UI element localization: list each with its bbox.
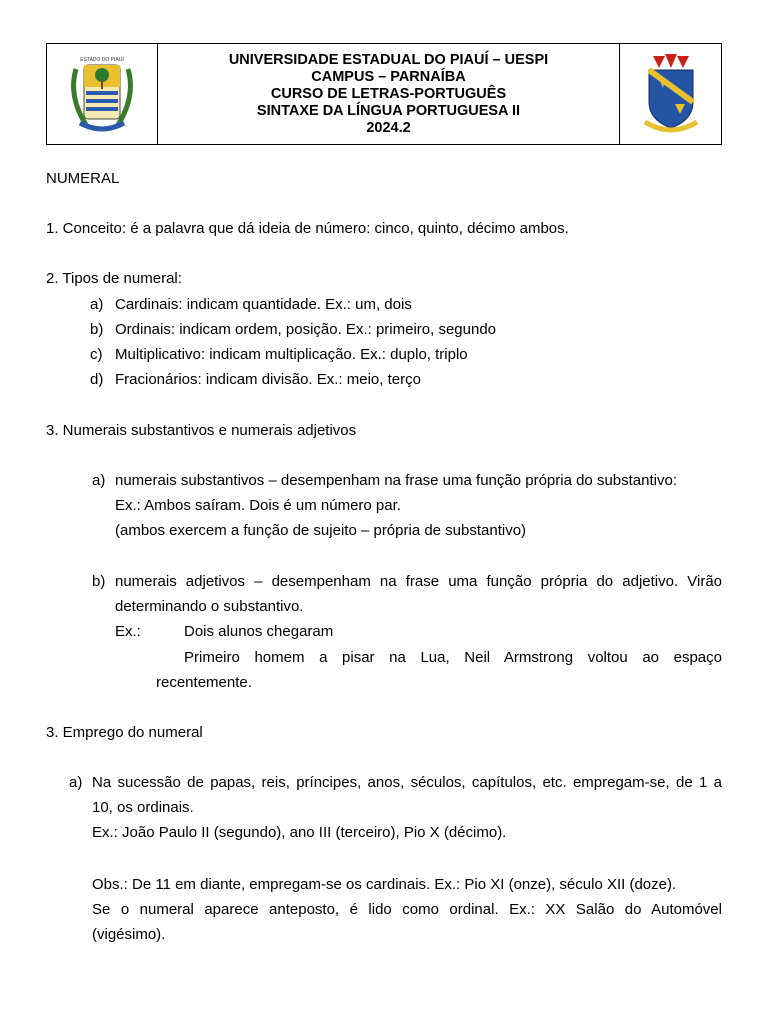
usage-example: Ex.: João Paulo II (segundo), ano III (terceiro), Pio X (décimo). bbox=[92, 824, 507, 841]
usage-title: 3. Emprego do numeral bbox=[46, 724, 203, 741]
adjective-example-2: Primeiro homem a pisar na Lua, Neil Armstrong voltou ao espaço bbox=[184, 649, 722, 666]
usage-rule: Na sucessão de papas, reis, príncipes, anos, séculos, capítulos, etc. empregam-se, de 1 a bbox=[92, 774, 722, 791]
piaui-state-seal-icon bbox=[62, 51, 142, 137]
left-logo-cell bbox=[47, 44, 158, 144]
semester: 2024.2 bbox=[366, 119, 411, 136]
university-name: UNIVERSIDADE ESTADUAL DO PIAUÍ – UESPI bbox=[228, 51, 549, 68]
list-marker: d) bbox=[90, 371, 104, 388]
right-logo-cell bbox=[619, 44, 721, 144]
uespi-coat-of-arms-icon bbox=[639, 52, 703, 136]
header-title-block bbox=[158, 44, 619, 144]
example-label: Ex.: bbox=[115, 623, 141, 640]
section-3-title: 3. Numerais substantivos e numerais adjetivos bbox=[46, 422, 357, 439]
adjective-definition-cont: determinando o substantivo. bbox=[115, 598, 304, 615]
list-marker: a) bbox=[92, 472, 106, 489]
observation-2-cont: (vigésimo). bbox=[92, 926, 166, 943]
substantive-example: Ex.: Ambos saíram. Dois é um número par. bbox=[115, 497, 401, 514]
list-marker: b) bbox=[92, 573, 106, 590]
adjective-definition: numerais adjetivos – desempenham na frase uma função própria do adjetivo. Virão bbox=[115, 573, 722, 590]
list-marker: a) bbox=[90, 296, 104, 313]
campus-name: CAMPUS – PARNAÍBA bbox=[311, 68, 466, 85]
list-item: Ordinais: indicam ordem, posição. Ex.: primeiro, segundo bbox=[115, 321, 497, 338]
observation-2: Se o numeral aparece anteposto, é lido como ordinal. Ex.: XX Salão do Automóvel bbox=[92, 901, 722, 918]
seal-caption: ESTADO DO PIAUÍ bbox=[80, 57, 124, 63]
observation: Obs.: De 11 em diante, empregam-se os cardinais. Ex.: Pio XI (onze), século XII (doze). bbox=[92, 876, 677, 893]
list-item: Fracionários: indicam divisão. Ex.: meio, terço bbox=[115, 371, 421, 388]
subject-name: SINTAXE DA LÍNGUA PORTUGUESA II bbox=[256, 102, 521, 119]
list-item: Cardinais: indicam quantidade. Ex.: um, dois bbox=[115, 296, 412, 313]
substantive-note: (ambos exercem a função de sujeito – própria de substantivo) bbox=[115, 522, 527, 539]
section-heading: NUMERAL bbox=[46, 170, 120, 187]
types-title: 2. Tipos de numeral: bbox=[46, 270, 182, 287]
list-marker: a) bbox=[69, 774, 83, 791]
adjective-example-1: Dois alunos chegaram bbox=[184, 623, 334, 640]
substantive-definition: numerais substantivos – desempenham na frase uma função própria do substantivo: bbox=[115, 472, 677, 489]
concept-paragraph: 1. Conceito: é a palavra que dá ideia de número: cinco, quinto, décimo ambos. bbox=[46, 220, 569, 237]
list-item: Multiplicativo: indicam multiplicação. Ex.: duplo, triplo bbox=[115, 346, 468, 363]
usage-rule-cont: 10, os ordinais. bbox=[92, 799, 194, 816]
course-name: CURSO DE LETRAS-PORTUGUÊS bbox=[270, 85, 507, 102]
adjective-example-2-cont: recentemente. bbox=[156, 674, 252, 691]
list-marker: c) bbox=[90, 346, 103, 363]
list-marker: b) bbox=[90, 321, 104, 338]
document-header bbox=[46, 43, 722, 145]
